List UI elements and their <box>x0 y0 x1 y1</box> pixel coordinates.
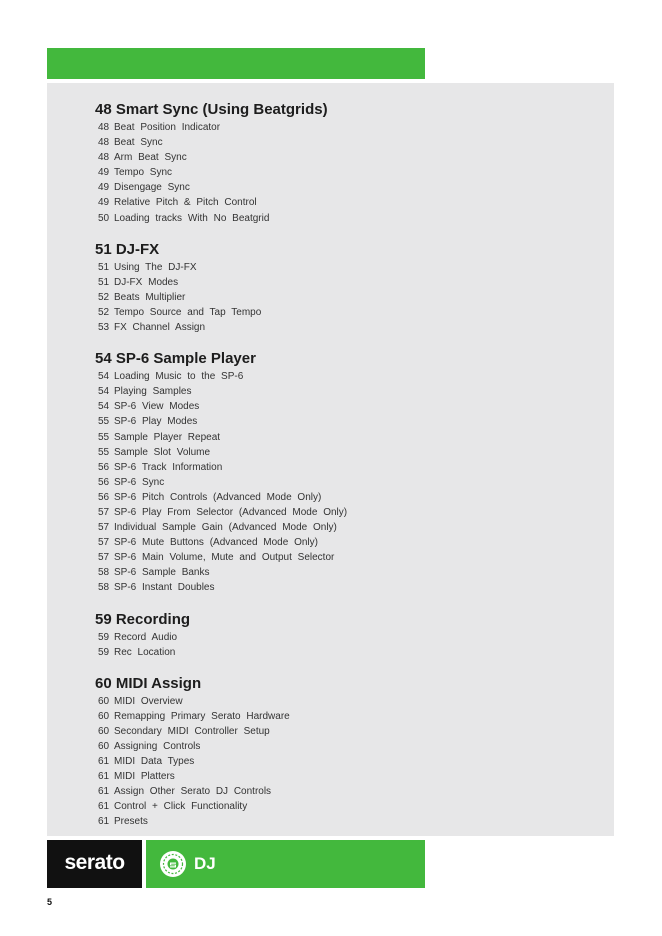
section-title: 54 SP-6 Sample Player <box>95 350 256 368</box>
toc-entry <box>95 754 595 769</box>
toc-entry <box>95 709 595 724</box>
toc-entry <box>95 369 595 384</box>
toc-section <box>95 349 595 595</box>
toc-entry-label: SP-6 Pitch Controls (Advanced Mode Only) <box>114 491 322 503</box>
toc-entry-label: MIDI Overview <box>114 695 183 707</box>
toc-entry-label: Using The DJ-FX <box>114 261 197 273</box>
toc-entry-label: Beat Sync <box>114 137 163 149</box>
toc-entry-page: 59 <box>98 631 110 643</box>
toc-entry-label: Tempo Sync <box>114 167 173 179</box>
toc-entry-page: 60 <box>98 741 110 752</box>
toc-entry-page: 51 <box>98 276 110 288</box>
toc-entry-page: 59 <box>98 646 110 658</box>
toc-entry-label: DJ-FX Modes <box>114 276 179 288</box>
toc-entry <box>95 399 595 414</box>
table-of-contents <box>95 100 595 830</box>
toc-entry <box>95 120 595 135</box>
toc-entry <box>95 445 595 460</box>
toc-entry-page: 51 <box>98 261 110 273</box>
toc-entry-label: Sample Slot Volume <box>114 446 211 458</box>
toc-entry-label: Rec Location <box>114 646 176 658</box>
page-number: 5 <box>47 897 53 907</box>
toc-entry-label: Arm Beat Sync <box>114 152 187 164</box>
toc-entry-page: 56 <box>98 461 110 473</box>
toc-entry-page: 53 <box>98 322 110 334</box>
toc-entry-label: MIDI Platters <box>114 771 175 783</box>
toc-entry-page: 54 <box>98 386 110 398</box>
toc-entry-page: 58 <box>98 567 110 579</box>
toc-entry <box>95 305 595 320</box>
dj-label: DJ <box>194 854 216 873</box>
toc-entry <box>95 260 595 275</box>
toc-entry-label: Sample Player Repeat <box>114 431 221 443</box>
toc-entry-label: SP-6 Sample Banks <box>114 567 210 579</box>
toc-entry <box>95 275 595 290</box>
toc-entry-page: 52 <box>98 291 110 303</box>
toc-entry-page: 61 <box>98 801 110 813</box>
toc-entry-label: SP-6 View Modes <box>114 401 200 413</box>
toc-entry-label: Loading tracks With No Beatgrid <box>114 212 270 224</box>
toc-entry <box>95 290 595 305</box>
toc-entry-label: Disengage Sync <box>114 182 190 194</box>
toc-entry <box>95 645 595 660</box>
section-title: 51 DJ-FX <box>95 240 160 258</box>
toc-entry-page: 56 <box>98 491 110 503</box>
toc-entry-label: Individual Sample Gain (Advanced Mode Only) <box>114 522 337 534</box>
toc-entry <box>95 150 595 165</box>
toc-entry <box>95 165 595 180</box>
toc-entry-label: Relative Pitch & Pitch Control <box>114 197 257 209</box>
toc-entry <box>95 475 595 490</box>
toc-section <box>95 100 595 226</box>
toc-section <box>95 674 595 830</box>
toc-entry <box>95 630 595 645</box>
toc-entry-page: 61 <box>98 816 110 828</box>
toc-entry <box>95 784 595 799</box>
toc-entry-page: 60 <box>98 725 110 737</box>
toc-entry <box>95 769 595 784</box>
toc-entry <box>95 694 595 709</box>
toc-entry-label: Control + Click Functionality <box>114 801 248 813</box>
toc-entry-page: 58 <box>98 582 110 594</box>
section-title: 59 Recording <box>95 610 191 628</box>
toc-entry <box>95 414 595 429</box>
toc-entry-page: 55 <box>98 416 110 428</box>
toc-entry <box>95 520 595 535</box>
toc-entry-label: SP-6 Track Information <box>114 461 223 473</box>
toc-entry <box>95 211 595 226</box>
toc-entry-label: Beats Multiplier <box>114 291 186 303</box>
toc-entry-page: 50 <box>98 212 110 224</box>
toc-entry-page: 54 <box>98 401 110 413</box>
toc-entry <box>95 724 595 739</box>
toc-entry-label: SP-6 Mute Buttons (Advanced Mode Only) <box>114 537 318 549</box>
toc-entry <box>95 460 595 475</box>
section-title: 48 Smart Sync (Using Beatgrids) <box>95 101 328 118</box>
section-title: 60 MIDI Assign <box>95 674 202 692</box>
toc-entry <box>95 565 595 580</box>
toc-entry <box>95 505 595 520</box>
dj-logo-block <box>146 840 425 888</box>
toc-entry-label: Tempo Source and Tap Tempo <box>114 306 262 318</box>
toc-entry-page: 57 <box>98 552 110 564</box>
toc-entry-page: 61 <box>98 786 110 798</box>
toc-entry <box>95 535 595 550</box>
toc-entry-label: Remapping Primary Serato Hardware <box>114 710 290 722</box>
toc-entry <box>95 799 595 814</box>
toc-entry-label: Secondary MIDI Controller Setup <box>114 725 270 737</box>
toc-entry-page: 55 <box>98 431 110 443</box>
toc-entry-label: FX Channel Assign <box>114 322 206 334</box>
header-bar <box>47 48 425 79</box>
toc-entry-page: 57 <box>98 537 110 549</box>
toc-entry-label: SP-6 Instant Doubles <box>114 582 215 594</box>
toc-entry-page: 61 <box>98 771 110 783</box>
toc-entry <box>95 814 595 829</box>
toc-entry-label: SP-6 Play Modes <box>114 416 198 428</box>
toc-entry <box>95 384 595 399</box>
toc-entry-page: 49 <box>98 167 110 179</box>
toc-entry <box>95 550 595 565</box>
serato-logo: serato <box>64 851 125 874</box>
toc-entry-label: Assign Other Serato DJ Controls <box>114 786 272 798</box>
toc-entry-page: 54 <box>98 371 110 383</box>
toc-entry-label: Presets <box>114 816 148 828</box>
serato-logo-block <box>47 840 142 888</box>
toc-entry <box>95 135 595 150</box>
toc-entry-label: MIDI Data Types <box>114 756 195 768</box>
toc-entry <box>95 490 595 505</box>
toc-entry-page: 48 <box>98 122 110 133</box>
toc-entry <box>95 430 595 445</box>
toc-entry <box>95 180 595 195</box>
toc-entry-label: SP-6 Play From Selector (Advanced Mode Only) <box>114 506 348 518</box>
toc-entry-label: SP-6 Sync <box>114 476 165 488</box>
toc-entry-label: Loading Music to the SP-6 <box>114 371 244 383</box>
toc-entry <box>95 320 595 335</box>
toc-entry-page: 61 <box>98 756 110 768</box>
toc-entry-page: 49 <box>98 197 110 209</box>
toc-entry-label: Beat Position Indicator <box>114 122 221 133</box>
toc-entry-page: 55 <box>98 446 110 458</box>
toc-entry-page: 56 <box>98 476 110 488</box>
toc-entry-page: 60 <box>98 695 110 707</box>
toc-entry <box>95 739 595 754</box>
toc-entry-label: Record Audio <box>114 631 178 643</box>
toc-entry-label: Playing Samples <box>114 386 192 398</box>
toc-entry-label: SP-6 Main Volume, Mute and Output Selector <box>114 552 335 564</box>
toc-entry-page: 52 <box>98 306 110 318</box>
serato-record-icon <box>159 850 187 878</box>
toc-entry-page: 48 <box>98 137 110 149</box>
toc-section <box>95 610 595 660</box>
toc-entry-page: 60 <box>98 710 110 722</box>
toc-entry-page: 57 <box>98 506 110 518</box>
toc-entry <box>95 580 595 595</box>
toc-entry-page: 49 <box>98 182 110 194</box>
toc-entry-page: 57 <box>98 522 110 534</box>
toc-section <box>95 240 595 335</box>
toc-entry-label: Assigning Controls <box>114 741 201 752</box>
toc-entry-page: 48 <box>98 152 110 164</box>
toc-entry <box>95 195 595 210</box>
